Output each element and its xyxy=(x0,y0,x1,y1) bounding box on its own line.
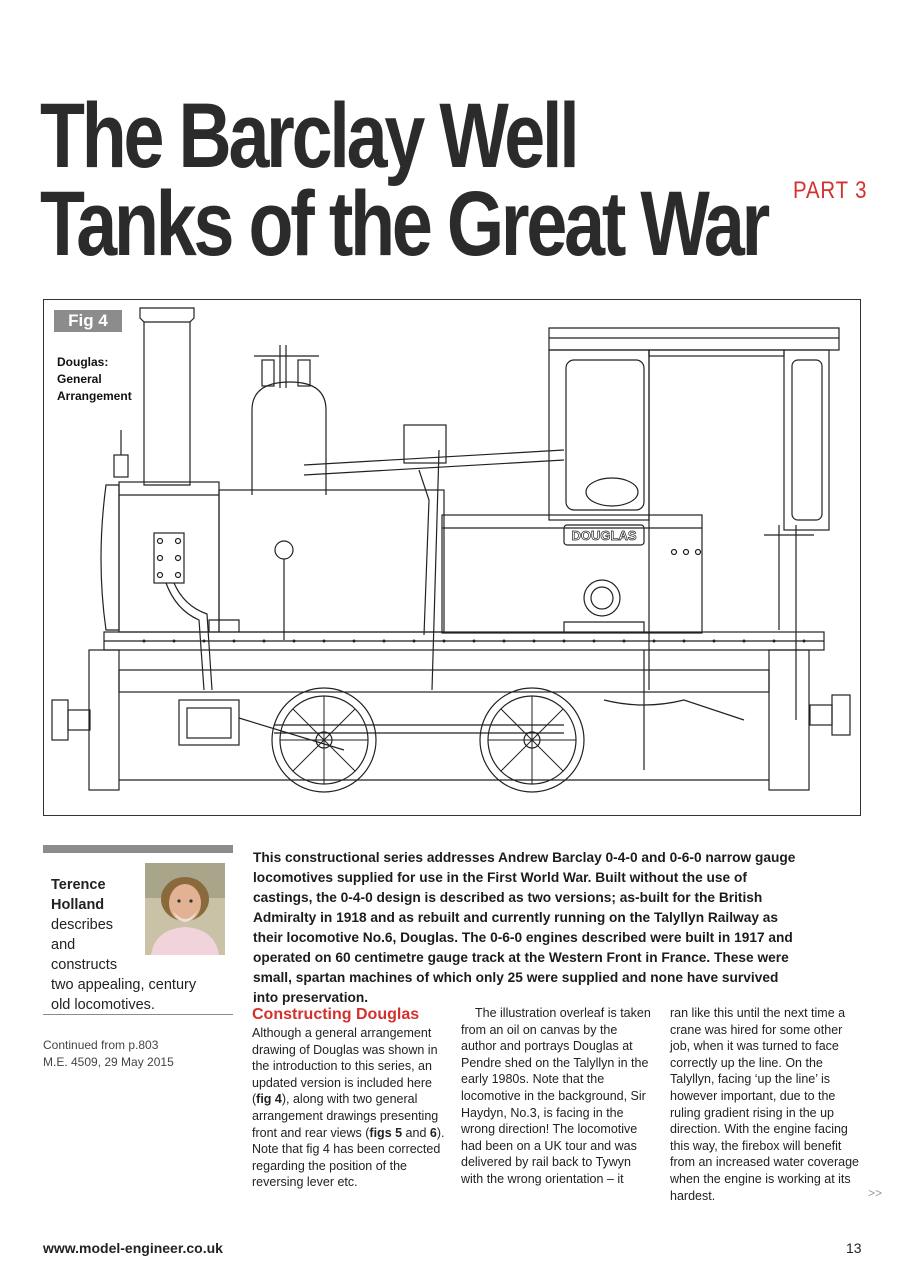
figure-label: Fig 4 xyxy=(54,310,122,332)
title-line-1: The Barclay Well xyxy=(40,85,577,187)
author-blurb-line-5: old locomotives. xyxy=(51,997,155,1013)
caption-line-2: General xyxy=(57,372,102,386)
caption-line-3: Arrangement xyxy=(57,389,132,403)
figure-caption xyxy=(57,354,157,405)
section-heading: Constructing Douglas xyxy=(252,1006,420,1023)
continued-note xyxy=(43,1037,218,1071)
author-first-name: Terence xyxy=(51,877,106,893)
part-label: PART 3 xyxy=(793,177,868,204)
author-blurb xyxy=(51,875,221,1015)
author-blurb-line-1: describes xyxy=(51,917,114,933)
author-blurb-line-3: constructs xyxy=(51,957,118,973)
figure-4 xyxy=(43,299,861,816)
continued-line-2: M.E. 4509, 29 May 2015 xyxy=(43,1055,174,1069)
article-title xyxy=(40,85,768,275)
col3-text: ran like this until the next time a crane was hired for some other job, when it was turned to face correctly up the line. On the Talyllyn, facing ‘up the line’ is however important, due to the ruling gradient rising in the up direction. With the engine facing this way, the firebox will benefit from an increased water coverage when the engine is working at its hardest. xyxy=(670,1006,859,1203)
body-column-3 xyxy=(670,1005,865,1204)
locomotive-drawing xyxy=(44,300,860,815)
nameplate-text: DOUGLAS xyxy=(571,528,637,543)
author-blurb-line-2: and xyxy=(51,937,76,953)
col1-ref-2: figs 5 xyxy=(369,1125,403,1140)
intro-paragraph: This constructional series addresses Andrew Barclay 0-4-0 and 0-6-0 narrow gauge locomotives supplied for use in the First World War. Built without the use of castings, the 0-4-0 design is described as two versions; as-built for the British Admiralty in 1918 and as rebuilt and currently running on the Talyllyn Railway as their locomotive No.6, Douglas. The 0-6-0 engines described were built in 1917 and operated on 60 centimetre gauge track at the Western Front in France. These were small, spartan machines of which only 25 were supplied and none have survived into preservation. xyxy=(253,849,796,1005)
title-line-2: Tanks of the Great War xyxy=(40,173,768,275)
body-column-1 xyxy=(252,1005,447,1191)
col2-text: The illustration overleaf is taken from an oil on canvas by the author and portrays Douglas at Pendre shed on the Talyllyn in the early 1980s. Note that the locomotive in the background, Sir Haydyn, No.3, is facing in the wrong direction! The locomotive had been on a UK tour and was delivered by rail back to Tywyn with the wrong orientation – it xyxy=(461,1006,651,1186)
author-last-name: Holland xyxy=(51,897,105,913)
col1-text-2: ), along with two general arrangement drawings presenting front and rear views ( xyxy=(252,1092,439,1140)
col1-text-1: Although a general arrangement drawing of Douglas was shown in the introduction to this series, an updated version is included here ( xyxy=(252,1026,438,1107)
continue-arrow-icon: >> xyxy=(868,1186,883,1200)
col1-text-3: and xyxy=(402,1125,430,1140)
page-number: 13 xyxy=(846,1240,862,1256)
author-blurb-line-4: two appealing, century xyxy=(51,977,197,993)
footer-url[interactable]: www.model-engineer.co.uk xyxy=(43,1240,223,1256)
continued-line-1: Continued from p.803 xyxy=(43,1038,159,1052)
body-column-2 xyxy=(461,1005,656,1188)
col1-text-4: ). Note that fig 4 has been corrected regarding the position of the reversing lever etc. xyxy=(252,1125,445,1190)
caption-line-1: Douglas: xyxy=(57,355,109,369)
col1-ref-3: 6 xyxy=(429,1125,437,1140)
col1-ref-1: fig 4 xyxy=(256,1092,282,1107)
author-box xyxy=(43,845,233,1015)
